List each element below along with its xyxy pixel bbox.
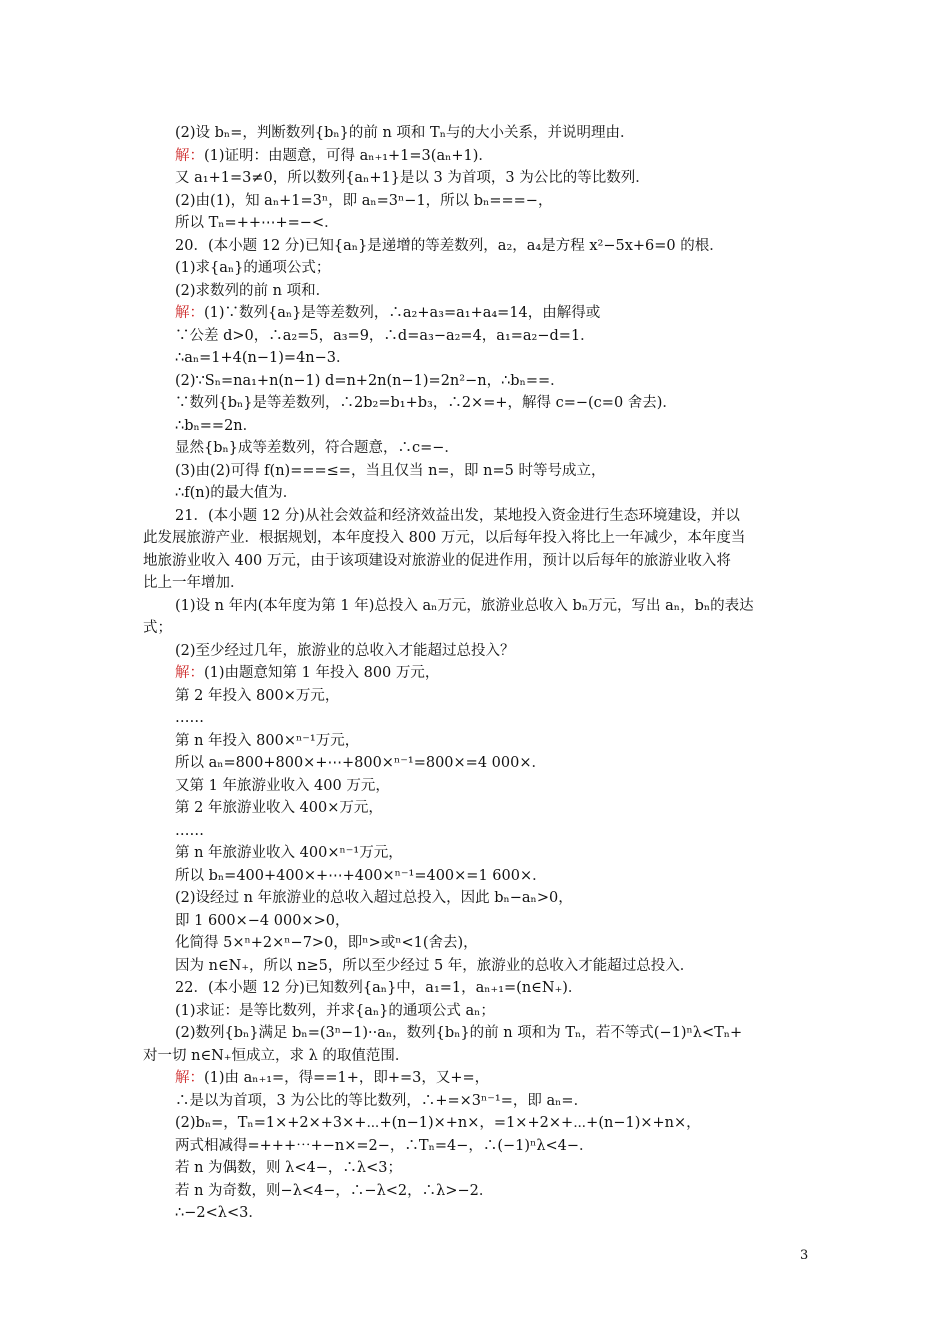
line-text: (1)由 aₙ₊₁=，得==1+，即+=3，又+=， xyxy=(204,1070,490,1086)
line-text: 又第 1 年旅游业收入 400 万元， xyxy=(175,778,390,794)
line-text: (1)证明：由题意，可得 aₙ₊₁+1=3(aₙ+1)． xyxy=(204,148,493,164)
line-text: 第 2 年投入 800×万元， xyxy=(175,688,340,704)
line-text: 第 2 年旅游业收入 400×万元， xyxy=(175,800,383,816)
line-text: 化简得 5×ⁿ+2×ⁿ−7>0，即ⁿ>或ⁿ<1(舍去)， xyxy=(175,935,478,951)
line-text: 若 n 为偶数，则 λ<4−，∴λ<3； xyxy=(175,1160,402,1176)
text-line xyxy=(143,551,731,571)
text-line xyxy=(143,573,245,593)
line-text: (2)数列{bₙ}满足 bₙ=(3ⁿ−1)··aₙ，数列{bₙ}的前 n 项和为 Tₙ，若不等式(−1)ⁿλ<Tₙ+ xyxy=(175,1025,743,1041)
text-line xyxy=(175,1113,701,1133)
solution-label: 解： xyxy=(175,148,204,164)
line-text: ∴bₙ==2n． xyxy=(175,418,258,434)
line-text: ∴f(n)的最大值为． xyxy=(175,485,298,501)
line-text: 第 n 年旅游业收入 400×ⁿ⁻¹万元， xyxy=(175,845,403,861)
text-line xyxy=(175,416,257,436)
line-text: 显然{bₙ}成等差数列，符合题意，∴c=−． xyxy=(175,440,459,456)
text-line xyxy=(175,1091,588,1111)
line-text: 比上一年增加． xyxy=(143,575,245,591)
line-text: …… xyxy=(175,823,204,839)
line-text: (1)设 n 年内(本年度为第 1 年)总投入 aₙ万元，旅游业总收入 bₙ万元，写出 aₙ，bₙ的表达 xyxy=(175,598,754,614)
text-line xyxy=(175,888,573,908)
line-text: 21．(本小题 12 分)从社会效益和经济效益出发，某地投入资金进行生态环境建设，并以 xyxy=(175,508,740,524)
text-line xyxy=(175,866,547,886)
line-text: 此发展旅游产业．根据规划，本年度投入 800 万元，以后每年投入将比上一年减少，本年度当 xyxy=(143,530,746,546)
text-line xyxy=(175,1136,594,1156)
line-text: (1)由题意知第 1 年投入 800 万元， xyxy=(204,665,440,681)
text-line xyxy=(175,843,403,863)
line-text: (2)由(1)，知 aₙ+1=3ⁿ，即 aₙ=3ⁿ−1，所以 bₙ===−， xyxy=(175,193,553,209)
text-line xyxy=(175,821,204,841)
text-line xyxy=(175,1181,493,1201)
text-line xyxy=(175,596,754,616)
line-text: 所以 bₙ=400+400×+⋯+400×ⁿ⁻¹=400×=1 600×． xyxy=(175,868,547,884)
text-line xyxy=(175,686,339,706)
line-text: 所以 Tₙ=++⋯+=−<． xyxy=(175,215,339,231)
text-line xyxy=(175,303,600,323)
text-line xyxy=(175,933,478,953)
text-line xyxy=(175,911,349,931)
line-text: ∴−2<λ<3． xyxy=(175,1205,263,1221)
text-line xyxy=(175,708,204,728)
text-line xyxy=(175,191,552,211)
solution-label: 解： xyxy=(175,305,204,321)
line-text: ∴aₙ=1+4(n−1)=4n−3． xyxy=(175,350,351,366)
line-text: 所以 aₙ=800+800×+⋯+800×ⁿ⁻¹=800×=4 000×． xyxy=(175,755,546,771)
line-text: 地旅游业收入 400 万元，由于该项建设对旅游业的促进作用，预计以后每年的旅游业收入将 xyxy=(143,553,731,569)
line-text: 又 a₁+1=3≠0，所以数列{aₙ+1}是以 3 为首项，3 为公比的等比数列． xyxy=(175,170,650,186)
line-text: 即 1 600×−4 000×>0， xyxy=(175,913,350,929)
text-line xyxy=(175,1068,489,1088)
text-line xyxy=(175,776,390,796)
text-line xyxy=(143,618,172,638)
text-line xyxy=(175,123,634,143)
text-line xyxy=(175,461,605,481)
solution-label: 解： xyxy=(175,665,204,681)
line-text: (3)由(2)可得 f(n)===≤=，当且仅当 n=，即 n=5 时等号成立， xyxy=(175,463,606,479)
line-text: 因为 n∈N₊，所以 n≥5，所以至少经过 5 年，旅游业的总收入才能超过总投入． xyxy=(175,958,695,974)
line-text: ∴是以为首项，3 为公比的等比数列，∴+=×3ⁿ⁻¹=，即 aₙ=． xyxy=(175,1093,589,1109)
text-line xyxy=(175,213,339,233)
text-line xyxy=(175,258,330,278)
text-line xyxy=(175,371,565,391)
text-line xyxy=(175,146,493,166)
text-line xyxy=(175,348,351,368)
line-text: (1)求证：是等比数列，并求{aₙ}的通项公式 aₙ； xyxy=(175,1003,495,1019)
text-line xyxy=(175,663,439,683)
line-text: (2)bₙ=，Tₙ=1×+2×+3×+⋯+(n−1)×+n×，=1×+2×+⋯+(n−1)×+n×， xyxy=(175,1115,701,1131)
text-line xyxy=(175,168,650,188)
line-text: …… xyxy=(175,710,204,726)
text-line xyxy=(175,978,582,998)
text-line xyxy=(175,483,297,503)
text-line xyxy=(175,1001,495,1021)
line-text: 20．(本小题 12 分)已知{aₙ}是递增的等差数列，a₂，a₄是方程 x²−5x+6=0 的根． xyxy=(175,238,724,254)
text-line xyxy=(175,1203,263,1223)
text-line xyxy=(175,1158,402,1178)
text-line xyxy=(175,641,515,661)
line-text: 对一切 n∈N₊恒成立，求 λ 的取值范围． xyxy=(143,1048,410,1064)
line-text: (2)求数列的前 n 项和． xyxy=(175,283,331,299)
text-line xyxy=(175,236,724,256)
text-line xyxy=(175,393,677,413)
solution-label: 解： xyxy=(175,1070,204,1086)
line-text: 22．(本小题 12 分)已知数列{aₙ}中，a₁=1，aₙ₊₁=(n∈N₊)． xyxy=(175,980,583,996)
text-line xyxy=(143,528,745,548)
text-line xyxy=(175,1023,742,1043)
line-text: (1)求{aₙ}的通项公式； xyxy=(175,260,331,276)
text-line xyxy=(175,731,359,751)
line-text: 第 n 年投入 800×ⁿ⁻¹万元， xyxy=(175,733,360,749)
line-text: (2)设 bₙ=，判断数列{bₙ}的前 n 项和 Tₙ与的大小关系，并说明理由． xyxy=(175,125,635,141)
line-text: 两式相减得=+++⋯+−n×=2−，∴Tₙ=4−，∴(−1)ⁿλ<4−． xyxy=(175,1138,594,1154)
text-line xyxy=(175,326,595,346)
text-line xyxy=(175,956,694,976)
line-text: (2)∵Sₙ=na₁+n(n−1) d=n+2n(n−1)=2n²−n，∴bₙ==． xyxy=(175,373,565,389)
line-text: 式； xyxy=(143,620,172,636)
text-line xyxy=(175,281,330,301)
text-line xyxy=(175,798,383,818)
text-line xyxy=(143,1046,409,1066)
line-text: ∵公差 d>0，∴a₂=5，a₃=9，∴d=a₃−a₂=4，a₁=a₂−d=1． xyxy=(175,328,595,344)
line-text: (2)至少经过几年，旅游业的总收入才能超过总投入？ xyxy=(175,643,515,659)
line-text: (2)设经过 n 年旅游业的总收入超过总投入，因此 bₙ−aₙ>0， xyxy=(175,890,573,906)
text-line xyxy=(175,753,546,773)
line-text: (1)∵数列{aₙ}是等差数列，∴a₂+a₃=a₁+a₄=14，由解得或 xyxy=(204,305,601,321)
text-line xyxy=(175,438,459,458)
page-number: 3 xyxy=(800,1248,809,1263)
text-line xyxy=(175,506,740,526)
line-text: ∵数列{bₙ}是等差数列，∴2b₂=b₁+b₃，∴2×=+，解得 c=−(c=0 舍去)． xyxy=(175,395,677,411)
line-text: 若 n 为奇数，则−λ<4−，∴−λ<2，∴λ>−2． xyxy=(175,1183,494,1199)
